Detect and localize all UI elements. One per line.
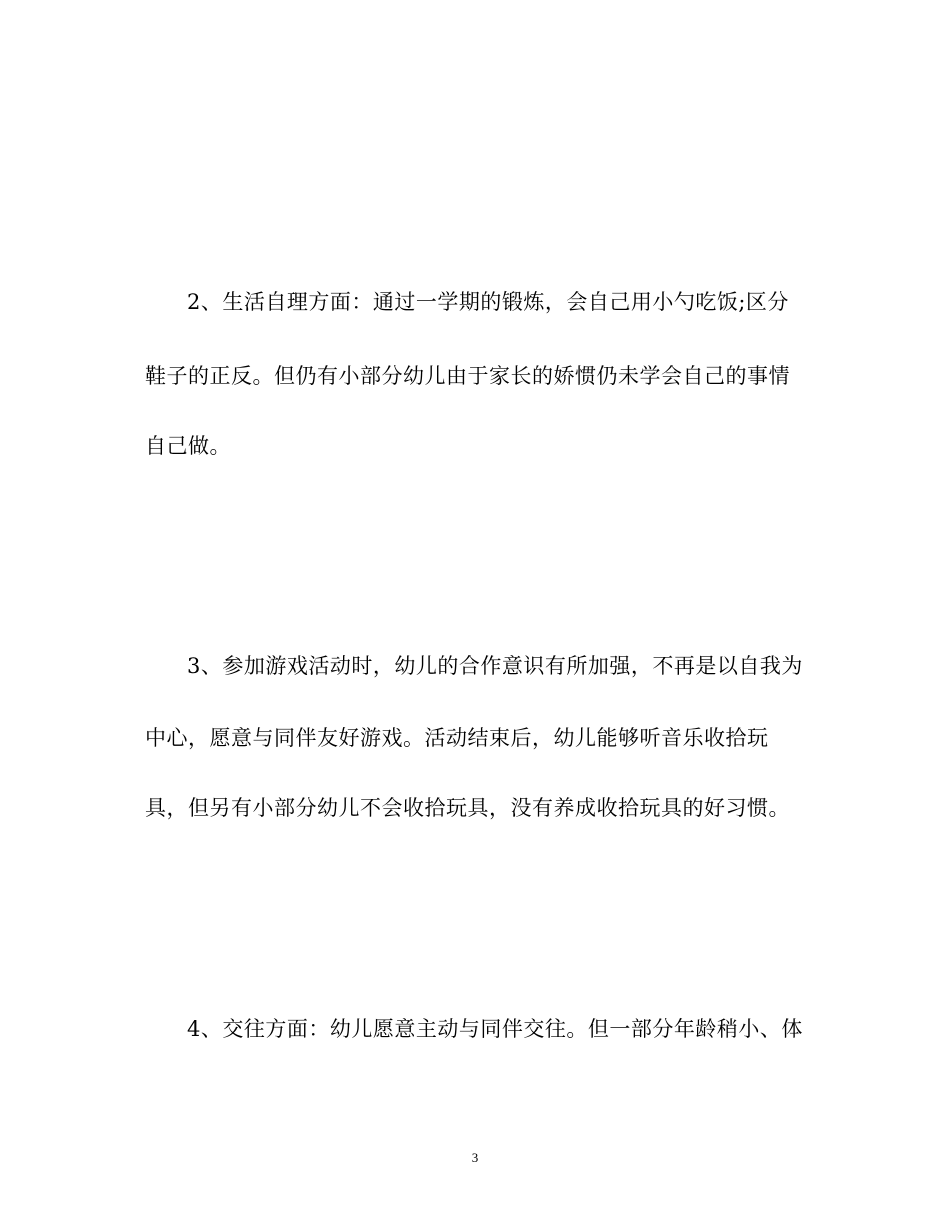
paragraph-2-line-2: 鞋子的正反。但仍有小部分幼儿由于家长的娇惯仍未学会自己的事情 bbox=[145, 364, 790, 388]
paragraph-3-line-2: 中心，愿意与同伴友好游戏。活动结束后，幼儿能够听音乐收拾玩 bbox=[145, 726, 769, 750]
paragraph-3-line-3: 具，但另有小部分幼儿不会收拾玩具，没有养成收拾玩具的好习惯。 bbox=[145, 796, 790, 820]
paragraph-2-line-3: 自己做。 bbox=[145, 434, 231, 458]
paragraph-3-line-1: 3、参加游戏活动时，幼儿的合作意识有所加强，不再是以自我为 bbox=[187, 654, 803, 678]
paragraph-4-line-1: 4、交往方面：幼儿愿意主动与同伴交往。但一部分年龄稍小、体 bbox=[187, 1017, 803, 1041]
page-number: 3 bbox=[471, 1150, 479, 1165]
paragraph-2-line-1: 2、生活自理方面：通过一学期的锻炼，会自己用小勺吃饭;区分 bbox=[187, 290, 789, 314]
